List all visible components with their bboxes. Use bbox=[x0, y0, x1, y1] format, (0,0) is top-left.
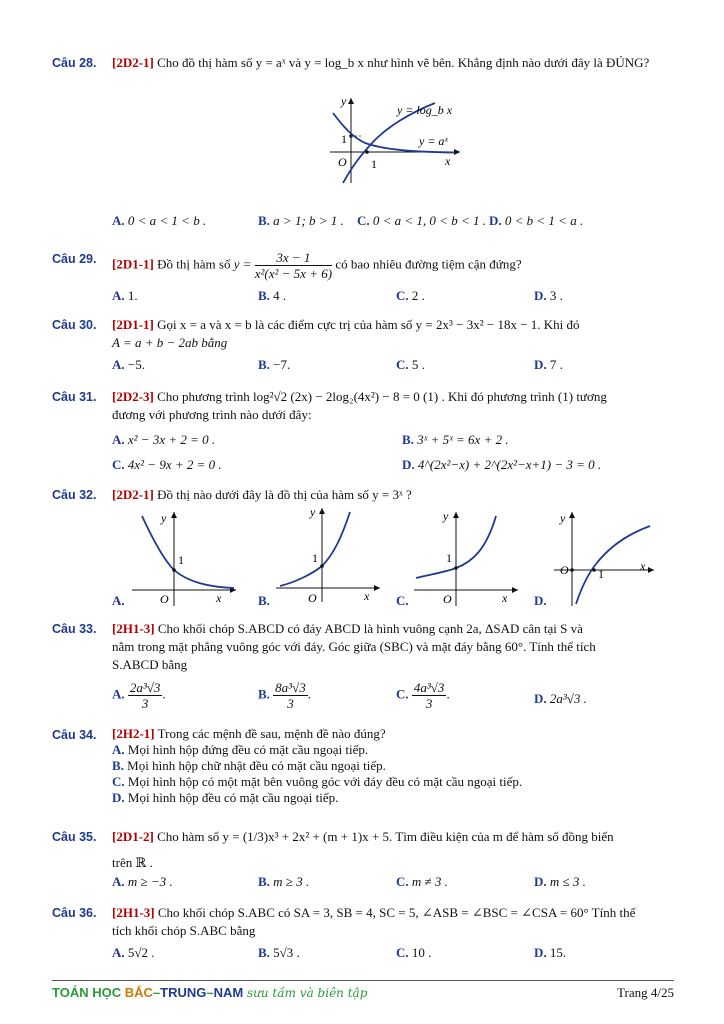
question-34: Câu 34. [2H2-1] Trong các mệnh đề sau, mệnh đề nào đúng? A. Mọi hình hộp đứng đều có mặt cầu ngoại tiếp. B. Mọi hình hộp chữ nhật đều có mặt cầu ngoại tiếp. C. Mọi hình hộp có một mặt bên vuông góc với đáy đều có mặt cầu ngoại tiếp. D. Mọi hình hộp đều có mặt cầu ngoại tiếp. bbox=[52, 726, 523, 805]
option-b[interactable]: $\frac{\text{8a³√3}}{3}$ bbox=[275, 680, 306, 711]
option-b[interactable]: B. bbox=[258, 593, 270, 608]
option-a[interactable]: −5. bbox=[127, 357, 145, 372]
svg-text:y: y bbox=[161, 511, 167, 525]
option-a[interactable]: m ≥ −3 . bbox=[127, 874, 173, 889]
option-c[interactable]: 0 < a < 1, 0 < b < 1 . bbox=[372, 213, 486, 228]
option-d[interactable]: 7 . bbox=[549, 357, 563, 372]
option-b[interactable]: −7. bbox=[273, 357, 291, 372]
question-28 bbox=[52, 54, 674, 72]
svg-text:1: 1 bbox=[178, 553, 184, 567]
option-b[interactable]: 4 . bbox=[273, 288, 287, 303]
option-d[interactable]: D. bbox=[534, 593, 547, 608]
svg-text:1: 1 bbox=[341, 132, 347, 146]
svg-text:O: O bbox=[160, 592, 169, 606]
option-a[interactable]: 0 < a < 1 < b . bbox=[127, 213, 207, 228]
q32-options bbox=[52, 592, 674, 610]
option-c[interactable]: m ≠ 3 . bbox=[411, 874, 448, 889]
option-b[interactable]: 5√3 . bbox=[273, 945, 300, 960]
option-b[interactable]: m ≥ 3 . bbox=[273, 874, 310, 889]
option-d[interactable]: Mọi hình hộp đều có mặt cầu ngoại tiếp. bbox=[127, 790, 339, 805]
question-31: Câu 31. [2D2-3] Cho phương trình log²√2 (2x) − 2log₂(4x²) − 8 = 0 (1) . Khi đó phương trình (1) tương đương với phương trình nào dưới đây: bbox=[52, 389, 607, 422]
q30-options: A. −5. B. −7. C. 5 . D. 7 . bbox=[112, 357, 563, 372]
svg-text:x: x bbox=[502, 591, 508, 605]
svg-text:y: y bbox=[560, 511, 566, 525]
option-d[interactable]: 3 . bbox=[549, 288, 563, 303]
question-32: Câu 32. [2D2-1] Đồ thị nào dưới đây là đồ thị của hàm số y = 3ˣ ? bbox=[52, 487, 412, 502]
page-footer bbox=[52, 980, 674, 1000]
question-number: Câu 35. bbox=[52, 830, 97, 844]
option-a[interactable]: 1. bbox=[127, 288, 138, 303]
question-text: [2D2-1] Cho đồ thị hàm số y = aˣ và y = log_b x như hình vẽ bên. Khẳng định nào dưới đây là ĐÚNG? bbox=[112, 55, 650, 70]
option-a[interactable]: A. bbox=[112, 593, 125, 608]
q35-options: A. m ≥ −3 . B. m ≥ 3 . C. m ≠ 3 . D. m ≤ 3 . bbox=[112, 874, 586, 889]
question-number: Câu 30. bbox=[52, 318, 97, 332]
question-30: Câu 30. [2D1-1] Gọi x = a và x = b là các điểm cực trị của hàm số y = 2x³ − 3x² − 18x − 1. Khi đó A = a + b − 2ab bằng bbox=[52, 317, 580, 350]
svg-text:x: x bbox=[216, 591, 222, 605]
svg-text:y = log_b x: y = log_b x bbox=[397, 103, 453, 117]
svg-text:O: O bbox=[443, 592, 452, 606]
svg-text:O: O bbox=[560, 563, 569, 577]
question-number: Câu 28. bbox=[52, 56, 97, 70]
q28-graph bbox=[325, 95, 465, 185]
option-c[interactable]: 2 . bbox=[411, 288, 425, 303]
question-tag: [2D2-1] bbox=[112, 55, 154, 70]
svg-text:x: x bbox=[445, 154, 451, 168]
option-d[interactable]: m ≤ 3 . bbox=[549, 874, 586, 889]
question-number: Câu 33. bbox=[52, 622, 97, 636]
q32-graph-b[interactable] bbox=[272, 504, 384, 604]
question-number: Câu 34. bbox=[52, 728, 97, 742]
q36-options: A. 5√2 . B. 5√3 . C. 10 . D. 15. bbox=[112, 945, 567, 960]
option-c[interactable]: C. bbox=[396, 593, 409, 608]
option-d[interactable]: 2a³√3 . bbox=[549, 691, 587, 706]
svg-text:y: y bbox=[310, 505, 316, 519]
svg-text:O: O bbox=[338, 155, 347, 169]
option-a[interactable]: 5√2 . bbox=[127, 945, 155, 960]
q28-options: A. 0 < a < 1 < b . B. a > 1; b > 1 . C. 0 < a < 1, 0 < b < 1 . D. 0 < b < 1 < a . bbox=[112, 213, 584, 228]
svg-text:x: x bbox=[364, 589, 370, 603]
svg-text:1: 1 bbox=[312, 551, 318, 565]
option-c[interactable]: 5 . bbox=[411, 357, 425, 372]
question-number: Câu 29. bbox=[52, 252, 97, 266]
option-b[interactable]: a > 1; b > 1 . bbox=[273, 213, 344, 228]
option-d[interactable]: 4^(2x²−x) + 2^(2x²−x+1) − 3 = 0 . bbox=[417, 457, 602, 472]
footer-brand: TOÁN HỌC BẮC–TRUNG–NAM sưu tầm và biên tập bbox=[52, 985, 368, 1000]
svg-text:O: O bbox=[308, 591, 317, 604]
option-b[interactable]: 3ˣ + 5ˣ = 6x + 2 . bbox=[417, 432, 509, 447]
svg-text:y: y bbox=[341, 95, 347, 108]
option-c[interactable]: 10 . bbox=[411, 945, 432, 960]
option-d[interactable]: 15. bbox=[549, 945, 567, 960]
option-b[interactable]: Mọi hình hộp chữ nhật đều có mặt cầu ngoại tiếp. bbox=[127, 758, 386, 773]
option-c[interactable]: $\frac{\text{4a³√3}}{3}$ bbox=[413, 680, 445, 711]
question-33: Câu 33. [2H1-3] Cho khối chóp S.ABCD có đáy ABCD là hình vuông cạnh 2a, ΔSAD cân tại S và nằm trong mặt phẳng vuông góc với đáy. Góc giữa (SBC) và mặt đáy bằng 60°. Tính thể tích S.ABCD bằng bbox=[52, 621, 596, 672]
svg-text:1: 1 bbox=[598, 567, 604, 581]
question-35: Câu 35. [2D1-2] Cho hàm số y = (1/3)x³ + 2x² + (m + 1)x + 5. Tìm điều kiện của m để hàm số đồng biến trên ℝ . bbox=[52, 829, 614, 870]
q33-options: A. $\frac{\text{2a³√3}}{3}$ . B. $\frac{\text{8a³√3}}{3}$ . C. $\frac{\text{4a³√3}}{3}$ . D. 2a³√3 . bbox=[112, 680, 587, 711]
question-number: Câu 36. bbox=[52, 906, 97, 920]
q31-options-row2: C. 4x² − 9x + 2 = 0 . D. 4^(2x²−x) + 2^(2x²−x+1) − 3 = 0 . bbox=[112, 457, 602, 472]
option-c[interactable]: 4x² − 9x + 2 = 0 . bbox=[127, 457, 222, 472]
option-d[interactable]: 0 < b < 1 < a . bbox=[504, 213, 584, 228]
question-36: Câu 36. [2H1-3] Cho khối chóp S.ABC có SA = 3, SB = 4, SC = 5, ∠ASB = ∠BSC = ∠CSA = 60° Tính thể tích khối chóp S.ABC bằng bbox=[52, 905, 636, 938]
svg-text:y = aˣ: y = aˣ bbox=[419, 134, 448, 148]
option-c[interactable]: Mọi hình hộp có một mặt bên vuông góc với đáy đều có mặt cầu ngoại tiếp. bbox=[127, 774, 523, 789]
question-number: Câu 31. bbox=[52, 390, 97, 404]
option-a[interactable]: $\frac{\text{2a³√3}}{3}$ bbox=[129, 680, 161, 711]
svg-text:x: x bbox=[640, 559, 646, 573]
q29-options: A. 1. B. 4 . C. 2 . D. 3 . bbox=[112, 288, 563, 303]
svg-text:1: 1 bbox=[446, 551, 452, 565]
svg-text:1: 1 bbox=[371, 157, 377, 171]
svg-text:y: y bbox=[443, 509, 449, 523]
page-number: Trang 4/25 bbox=[617, 985, 674, 1000]
fraction: $\frac{3x - 1}{\text{x²(x² − 5x + 6)}}$ bbox=[254, 250, 333, 281]
option-a[interactable]: Mọi hình hộp đứng đều có mặt cầu ngoại tiếp. bbox=[127, 742, 369, 757]
option-a[interactable]: x² − 3x + 2 = 0 . bbox=[127, 432, 216, 447]
question-29: Câu 29. [2D1-1] Đồ thị hàm số y = $\frac{3x - 1}{\text{x²(x² − 5x + 6)}}$ có bao nhiêu đường tiệm cận đứng? bbox=[52, 250, 522, 281]
question-number: Câu 32. bbox=[52, 488, 97, 502]
q31-options-row1: A. x² − 3x + 2 = 0 . B. 3ˣ + 5ˣ = 6x + 2 . bbox=[112, 432, 509, 447]
